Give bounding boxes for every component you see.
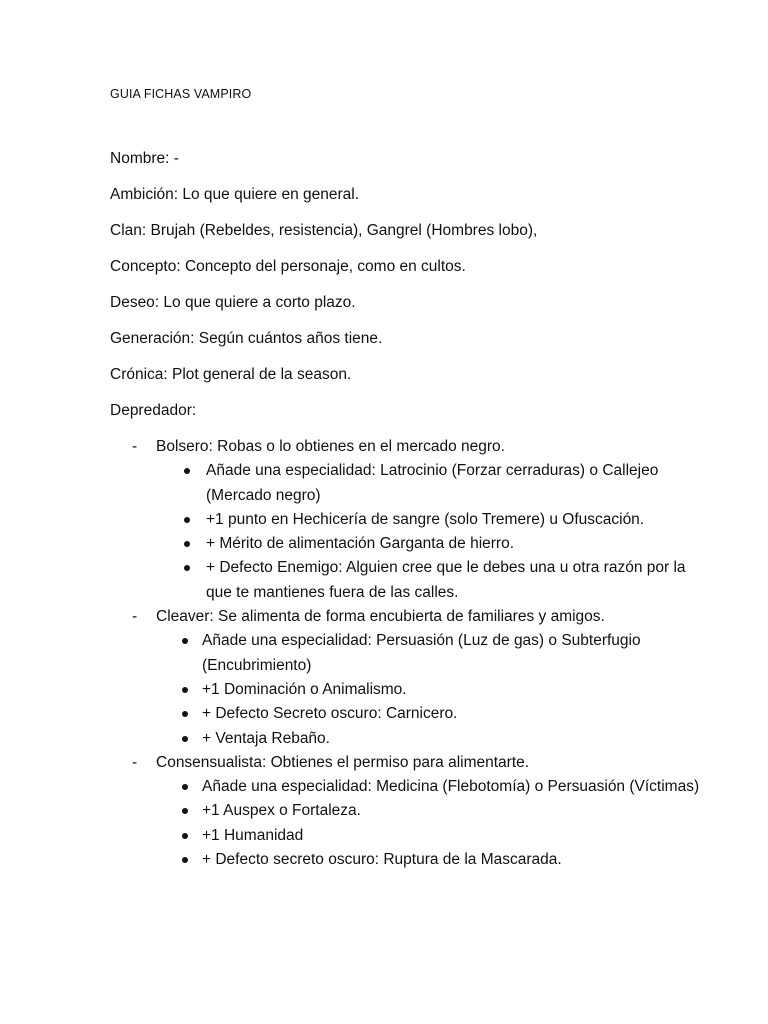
field-concepto: Concepto: Concepto del personaje, como en cultos. [110,258,466,275]
bullet-icon [182,833,188,839]
field-clan: Clan: Brujah (Rebeldes, resistencia), Gangrel (Hombres lobo), [110,222,538,239]
predator-description: Consensualista: Obtienes el permiso para alimentarte. [156,753,530,771]
bullet-icon [182,857,188,863]
list-item-text: + Defecto secreto oscuro: Ruptura de la Mascarada. [202,851,562,869]
predator-consensualista [110,751,710,872]
dash-marker: - [132,753,138,771]
list-item [110,508,710,532]
predator-cleaver [110,605,710,751]
predator-list [110,435,710,872]
character-fields [110,147,730,435]
list-item [110,678,710,702]
field-ambicion: Ambición: Lo que quiere en general. [110,186,360,203]
field-generacion: Generación: Según cuántos años tiene. [110,330,383,347]
list-item [110,727,710,751]
bullet-icon [184,468,190,474]
list-item-text: + Defecto Secreto oscuro: Carnicero. [202,705,458,723]
field-nombre: Nombre: - [110,150,179,167]
list-item-text: +1 Humanidad [202,826,304,844]
predator-benefits [110,459,710,605]
bullet-icon [182,638,188,644]
list-item [110,532,710,556]
list-item [110,799,710,823]
predator-description: Cleaver: Se alimenta de forma encubierta de familiares y amigos. [156,608,605,626]
list-item [110,775,710,799]
bullet-icon [182,687,188,693]
field-deseo: Deseo: Lo que quiere a corto plazo. [110,294,356,311]
list-item [110,702,710,726]
list-item [110,556,710,605]
predator-bolsero [110,435,710,605]
list-item [110,824,710,848]
list-item [110,629,710,678]
predator-description: Bolsero: Robas o lo obtienes en el mercado negro. [156,438,505,455]
list-item-text: Añade una especialidad: Medicina (Flebotomía) o Persuasión (Víctimas) [202,778,700,796]
bullet-icon [184,541,190,547]
dash-marker: - [132,608,138,626]
list-item-text: + Defecto Enemigo: Alguien cree que le debes una u otra razón por la que te mantienes fuera de las calles. [206,559,686,601]
list-item-text: Añade una especialidad: Latrocinio (Forzar cerraduras) o Callejeo (Mercado negro) [206,462,659,504]
list-item-text: + Ventaja Rebaño. [202,729,330,747]
bullet-icon [184,565,190,571]
dash-marker: - [132,438,138,455]
predator-benefits [110,775,710,872]
list-item-text: +1 Dominación o Animalismo. [202,680,407,698]
list-item-text: +1 punto en Hechicería de sangre (solo Tremere) u Ofuscación. [206,510,645,528]
bullet-icon [184,517,190,523]
bullet-icon [182,711,188,717]
field-depredador: Depredador: [110,402,197,419]
list-item [110,848,710,872]
list-item-text: + Mérito de alimentación Garganta de hierro. [206,535,515,553]
document-title: GUIA FICHAS VAMPIRO [110,87,252,101]
list-item-text: Añade una especialidad: Persuasión (Luz de gas) o Subterfugio (Encubrimiento) [202,632,641,674]
bullet-icon [182,736,188,742]
field-cronica: Crónica: Plot general de la season. [110,366,352,383]
bullet-icon [182,808,188,814]
bullet-icon [182,784,188,790]
list-item-text: +1 Auspex o Fortaleza. [202,802,361,820]
predator-benefits [110,629,710,750]
list-item [110,459,710,508]
